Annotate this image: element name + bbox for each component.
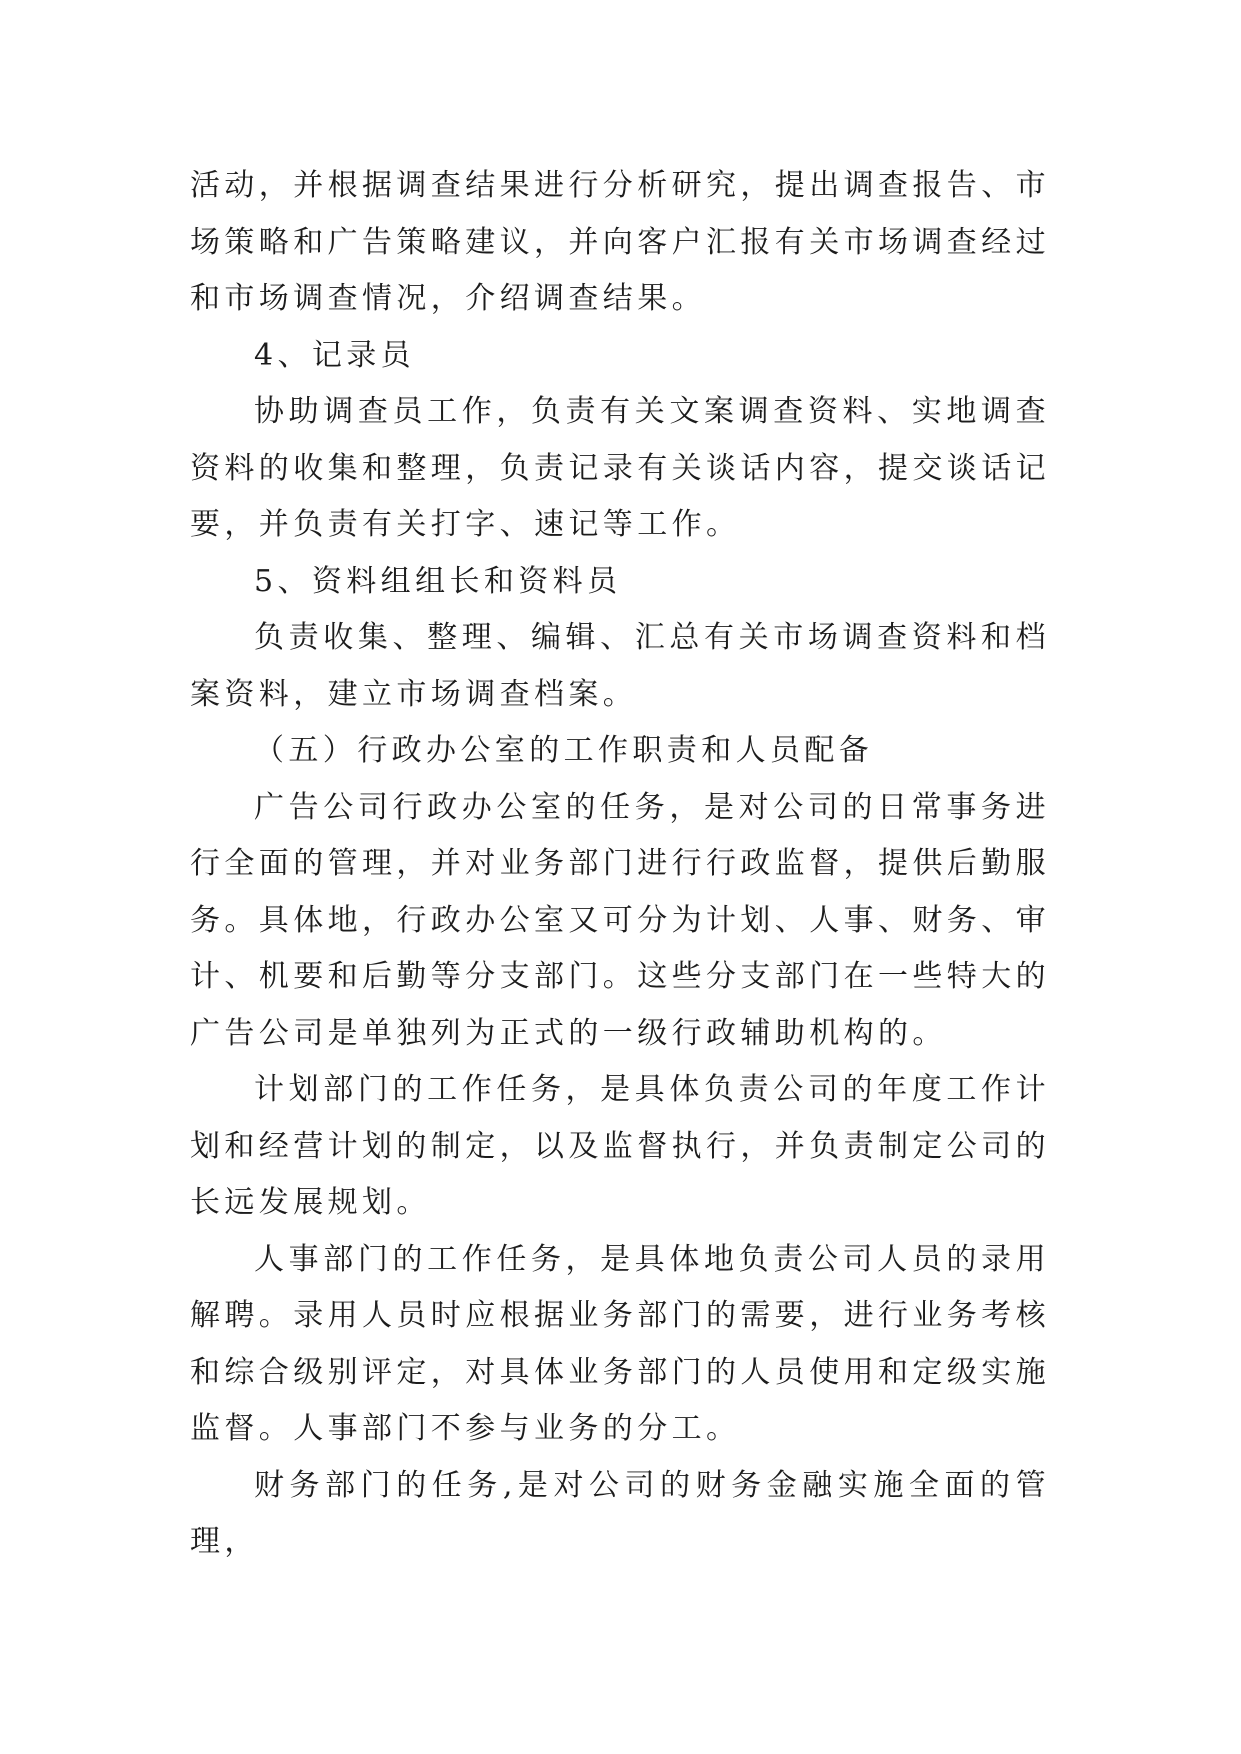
paragraph-finance-dept: 财务部门的任务,是对公司的财务金融实施全面的管理， xyxy=(190,1467,1050,1559)
subheading-data-team: 5、资料组组长和资料员 xyxy=(254,563,622,599)
paragraph-data-team-duties: 负责收集、整理、编辑、汇总有关市场调查资料和档案资料，建立市场调查档案。 xyxy=(190,620,1050,712)
paragraph-hr-dept: 人事部门的工作任务，是具体地负责公司人员的录用解聘。录用人员时应根据业务部门的需要，进行业务考核和综合级别评定，对具体业务部门的人员使用和定级实施监督。人事部门不参与业务的分工。 xyxy=(190,1241,1050,1446)
document-body xyxy=(190,158,1050,1571)
paragraph-recorder-duties: 协助调查员工作，负责有关文案调查资料、实地调查资料的收集和整理，负责记录有关谈话内容，提交谈话记要，并负责有关打字、速记等工作。 xyxy=(190,394,1050,542)
section-heading-admin-office: （五）行政办公室的工作职责和人员配备 xyxy=(254,733,874,768)
paragraph-planning-dept: 计划部门的工作任务，是具体负责公司的年度工作计划和经营计划的制定，以及监督执行，并负责制定公司的长远发展规划。 xyxy=(190,1072,1050,1220)
subheading-recorder: 4、记录员 xyxy=(254,337,416,373)
paragraph-admin-office: 广告公司行政办公室的任务，是对公司的日常事务进行全面的管理，并对业务部门进行行政监督，提供后勤服务。具体地，行政办公室又可分为计划、人事、财务、审计、机要和后勤等分支部门。这些分支部门在一些特大的广告公司是单独列为正式的一级行政辅助机构的。 xyxy=(190,789,1050,1051)
paragraph-continuation: 活动，并根据调查结果进行分析研究，提出调查报告、市场策略和广告策略建议，并向客户汇报有关市场调查经过和市场调查情况，介绍调查结果。 xyxy=(190,168,1050,316)
